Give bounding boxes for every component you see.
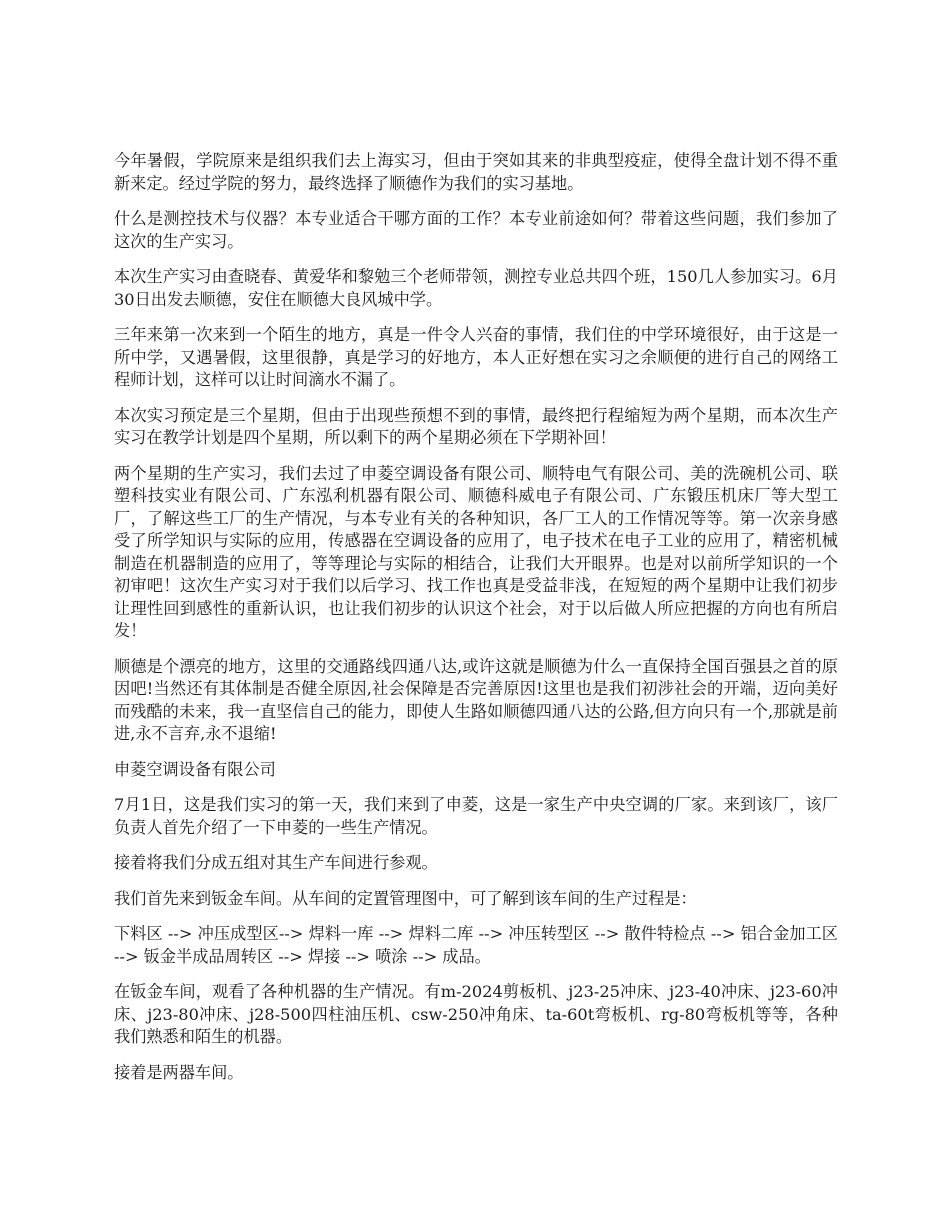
paragraph-intro: 今年暑假，学院原来是组织我们去上海实习，但由于突如其来的非典型疫症，使得全盘计划不得不重新来定。经过学院的努力，最终选择了顺德作为我们的实习基地。 [114, 151, 838, 193]
paragraph-process-flow: 下料区 --> 冲压成型区--> 焊料一库 --> 焊料二库 --> 冲压转型区 --> 散件特检点 --> 铝合金加工区 --> 钣金半成品周转区 --> 焊接 --> 喷涂 --> 成品。 [114, 924, 838, 966]
paragraph-teachers: 本次生产实习由查晓春、黄爱华和黎勉三个老师带领，测控专业总共四个班，150几人参加实习。6月30日出发去顺德，安住在顺德大良风城中学。 [114, 267, 838, 309]
document-body [114, 150, 838, 1097]
paragraph-environment: 三年来第一次来到一个陌生的地方，真是一件令人兴奋的事情，我们住的中学环境很好，由于这是一所中学，又遇暑假，这里很静，真是学习的好地方，本人正好想在实习之余顺便的进行自己的网络工程师计划，这样可以让时间滴水不漏了。 [114, 325, 838, 389]
paragraph-machines: 在钣金车间，观看了各种机器的生产情况。有m-2024剪板机、j23-25冲床、j23-40冲床、j23-60冲床、j23-80冲床、j28-500四柱油压机、csw-250冲角床、ta-60t弯板机、rg-80弯板机等等，各种我们熟悉和陌生的机器。 [114, 982, 838, 1046]
paragraph-first-day: 7月1日，这是我们实习的第一天，我们来到了申菱，这是一家生产中央空调的厂家。来到该厂，该厂负责人首先介绍了一下申菱的一些生产情况。 [114, 795, 838, 837]
paragraph-schedule: 本次实习预定是三个星期，但由于出现些预想不到的事情，最终把行程缩短为两个星期，而本次生产实习在教学计划是四个星期，所以剩下的两个星期必须在下学期补回！ [114, 405, 838, 447]
paragraph-sheet-metal: 我们首先来到钣金车间。从车间的定置管理图中，可了解到该车间的生产过程是： [114, 888, 697, 908]
paragraph-questions: 什么是测控技术与仪器？本专业适合干哪方面的工作？本专业前途如何？带着这些问题，我们参加了这次的生产实习。 [114, 209, 838, 251]
paragraph-shunde: 顺德是个漂亮的地方，这里的交通路线四通八达,或许这就是顺德为什么一直保持全国百强县之首的原因吧!当然还有其体制是否健全原因,社会保障是否完善原因!这里也是我们初涉社会的开端，迈向美好而残酷的未来，我一直坚信自己的能力，即使人生路如顺德四通八达的公路,但方向只有一个,那就是前进,永不言弃,永不退缩! [114, 656, 838, 743]
paragraph-factories: 两个星期的生产实习，我们去过了申菱空调设备有限公司、顺特电气有限公司、美的洗碗机公司、联塑科技实业有限公司、广东泓利机器有限公司、顺德科威电子有限公司、广东锻压机床厂等大型工厂，了解这些工厂的生产情况，与本专业有关的各种知识，各厂工人的工作情况等等。第一次亲身感受了所学知识与实际的应用，传感器在空调设备的应用了，电子技术在电子工业的应用了，精密机械制造在机器制造的应用了，等等理论与实际的相结合，让我们大开眼界。也是对以前所学知识的一个初审吧！这次生产实习对于我们以后学习、找工作也真是受益非浅，在短短的两个星期中让我们初步让理性回到感性的重新认识，也让我们初步的认识这个社会，对于以后做人所应把握的方向也有所启发！ [114, 463, 838, 640]
paragraph-groups: 接着将我们分成五组对其生产车间进行参观。 [114, 853, 438, 872]
section-heading: 申菱空调设备有限公司 [114, 759, 276, 779]
paragraph-next-workshop: 接着是两器车间。 [114, 1062, 244, 1082]
